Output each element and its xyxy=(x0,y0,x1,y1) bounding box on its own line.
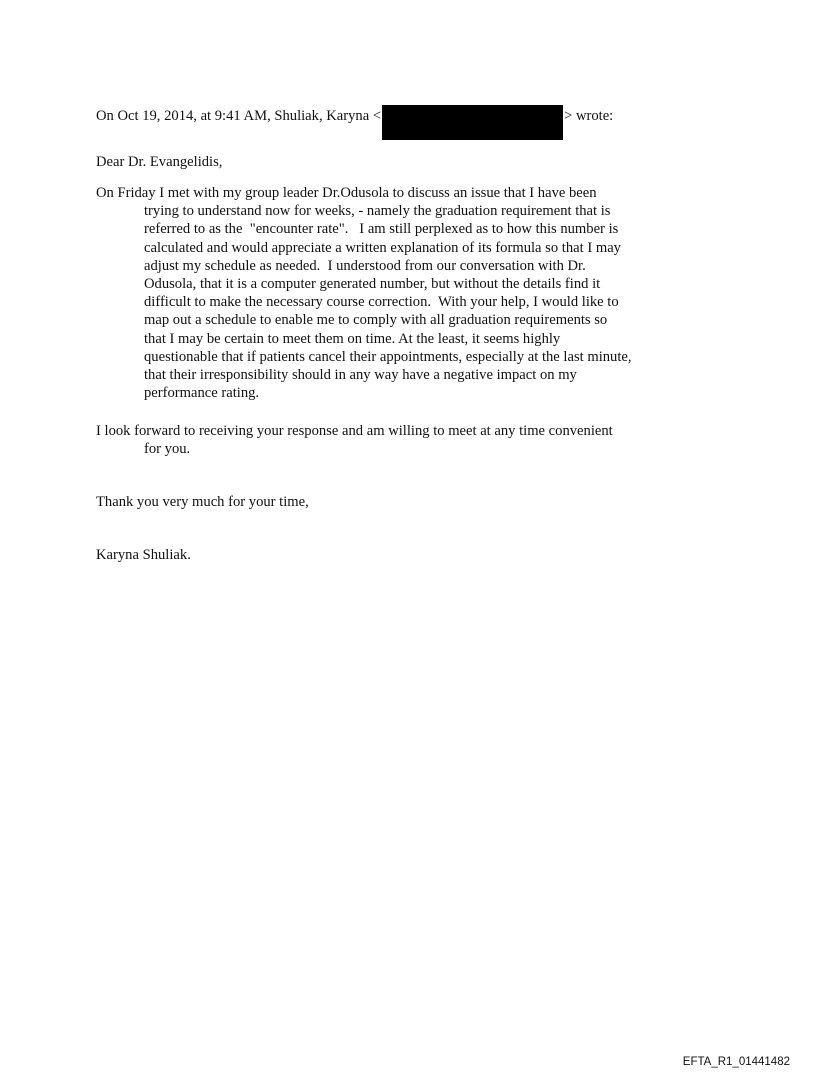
paragraph-line: trying to understand now for weeks, - namely the graduation requirement that is xyxy=(144,203,611,220)
closing-line: Thank you very much for your time, xyxy=(96,494,309,510)
paragraph-line: I look forward to receiving your response and am willing to meet at any time convenient xyxy=(96,423,613,439)
body-paragraph-2 xyxy=(96,422,676,458)
salutation: Dear Dr. Evangelidis, xyxy=(96,154,223,170)
paragraph-line: On Friday I met with my group leader Dr.Odusola to discuss an issue that I have been xyxy=(96,185,597,201)
paragraph-line: for you. xyxy=(144,441,191,458)
paragraph-line: adjust my schedule as needed. I understood from our conversation with Dr. xyxy=(144,257,586,274)
body-paragraph-1 xyxy=(96,184,676,402)
paragraph-line: that I may be certain to meet them on time. At the least, it seems highly xyxy=(144,330,561,347)
paragraph-line: calculated and would appreciate a written explanation of its formula so that I may xyxy=(144,239,621,256)
paragraph-line: questionable that if patients cancel their appointments, especially at the last minute, xyxy=(144,348,632,365)
paragraph-line: performance rating. xyxy=(144,385,260,402)
redacted-email-address xyxy=(382,105,563,140)
paragraph-line: difficult to make the necessary course correction. With your help, I would like to xyxy=(144,294,619,311)
paragraph-line: that their irresponsibility should in any way have a negative impact on my xyxy=(144,367,577,384)
email-header-prefix: On Oct 19, 2014, at 9:41 AM, Shuliak, Karyna < xyxy=(96,107,382,124)
document-id-stamp: EFTA_R1_01441482 xyxy=(682,1056,790,1068)
email-header-suffix: > wrote: xyxy=(564,107,614,124)
paragraph-line: referred to as the "encounter rate". I am still perplexed as to how this number is xyxy=(144,221,619,238)
signature: Karyna Shuliak. xyxy=(96,547,191,563)
paragraph-line: Odusola, that it is a computer generated number, but without the details find it xyxy=(144,276,601,293)
email-quote-header xyxy=(96,99,613,134)
paragraph-line: map out a schedule to enable me to comply with all graduation requirements so xyxy=(144,312,608,329)
